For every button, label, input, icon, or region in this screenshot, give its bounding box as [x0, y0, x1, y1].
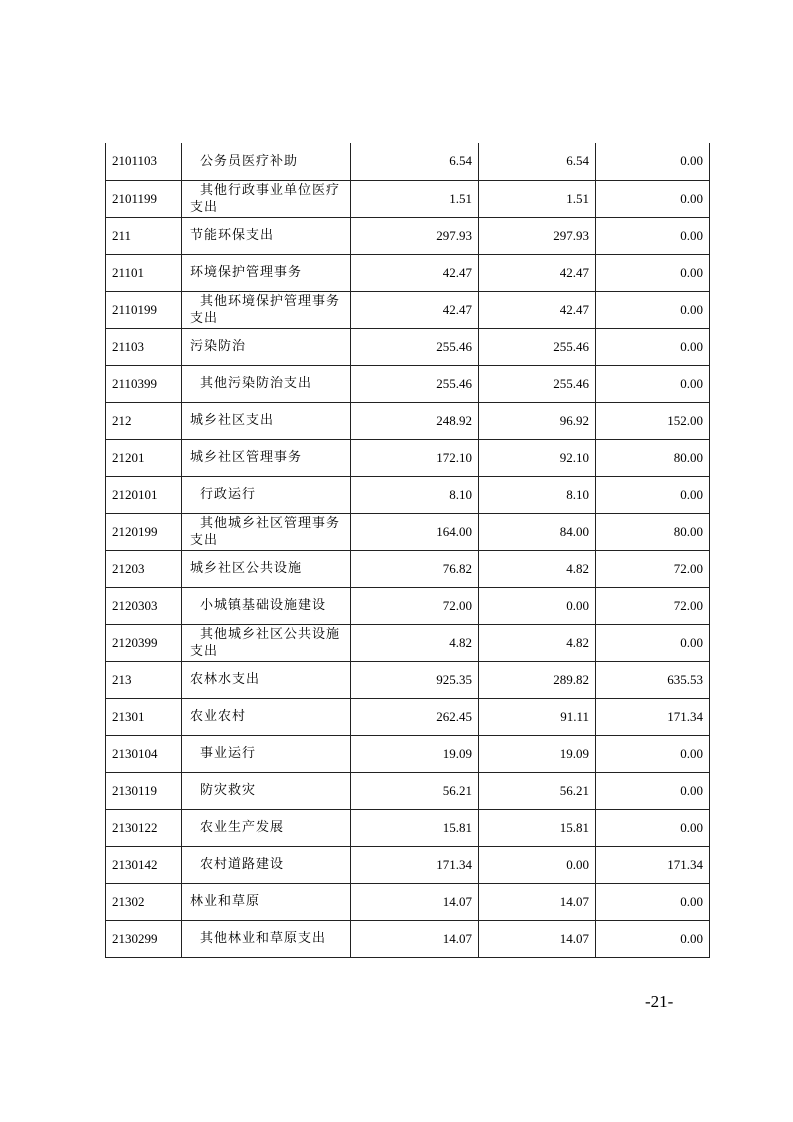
table-row	[106, 920, 710, 957]
table-row	[106, 143, 710, 180]
total-amount-cell: 164.00	[351, 513, 479, 550]
basic-expenditure-cell: 56.21	[479, 772, 596, 809]
project-expenditure-cell: 0.00	[596, 920, 710, 957]
total-amount-cell: 4.82	[351, 624, 479, 661]
subject-code-cell: 2130104	[106, 735, 182, 772]
subject-code-cell: 213	[106, 661, 182, 698]
subject-code-cell: 2110199	[106, 291, 182, 328]
page-number: -21-	[645, 992, 674, 1011]
basic-expenditure-cell: 19.09	[479, 735, 596, 772]
project-expenditure-cell: 171.34	[596, 846, 710, 883]
table-row	[106, 513, 710, 550]
total-amount-cell: 8.10	[351, 476, 479, 513]
table-row	[106, 846, 710, 883]
total-amount-cell: 172.10	[351, 439, 479, 476]
subject-code-cell: 21201	[106, 439, 182, 476]
project-expenditure-cell: 0.00	[596, 328, 710, 365]
table-row	[106, 624, 710, 661]
project-expenditure-cell: 0.00	[596, 809, 710, 846]
subject-code-cell: 2101199	[106, 180, 182, 217]
table-row	[106, 402, 710, 439]
subject-name-cell: 污染防治	[182, 328, 351, 365]
subject-code-cell: 21203	[106, 550, 182, 587]
table-row	[106, 476, 710, 513]
total-amount-cell: 76.82	[351, 550, 479, 587]
table-row	[106, 809, 710, 846]
subject-code-cell: 211	[106, 217, 182, 254]
subject-name-cell: 农业农村	[182, 698, 351, 735]
subject-name-cell: 农业生产发展	[182, 809, 351, 846]
subject-code-cell: 2120101	[106, 476, 182, 513]
subject-code-cell: 21103	[106, 328, 182, 365]
project-expenditure-cell: 0.00	[596, 291, 710, 328]
basic-expenditure-cell: 42.47	[479, 254, 596, 291]
project-expenditure-cell: 635.53	[596, 661, 710, 698]
basic-expenditure-cell: 92.10	[479, 439, 596, 476]
basic-expenditure-cell: 255.46	[479, 328, 596, 365]
subject-code-cell: 2101103	[106, 143, 182, 180]
total-amount-cell: 297.93	[351, 217, 479, 254]
total-amount-cell: 15.81	[351, 809, 479, 846]
table-row	[106, 661, 710, 698]
basic-expenditure-cell: 91.11	[479, 698, 596, 735]
total-amount-cell: 255.46	[351, 328, 479, 365]
subject-code-cell: 212	[106, 402, 182, 439]
basic-expenditure-cell: 8.10	[479, 476, 596, 513]
subject-code-cell: 21302	[106, 883, 182, 920]
basic-expenditure-cell: 0.00	[479, 846, 596, 883]
table-row	[106, 772, 710, 809]
subject-code-cell: 2110399	[106, 365, 182, 402]
table-row	[106, 698, 710, 735]
subject-name-cell: 事业运行	[182, 735, 351, 772]
basic-expenditure-cell: 6.54	[479, 143, 596, 180]
subject-name-cell: 林业和草原	[182, 883, 351, 920]
subject-code-cell: 21301	[106, 698, 182, 735]
subject-name-cell: 城乡社区公共设施	[182, 550, 351, 587]
project-expenditure-cell: 72.00	[596, 550, 710, 587]
total-amount-cell: 19.09	[351, 735, 479, 772]
table-row	[106, 587, 710, 624]
table-row	[106, 439, 710, 476]
project-expenditure-cell: 0.00	[596, 735, 710, 772]
subject-code-cell: 2130119	[106, 772, 182, 809]
table-row	[106, 291, 710, 328]
table-row	[106, 254, 710, 291]
table-row	[106, 550, 710, 587]
project-expenditure-cell: 0.00	[596, 217, 710, 254]
basic-expenditure-cell: 84.00	[479, 513, 596, 550]
subject-name-cell: 防灾救灾	[182, 772, 351, 809]
table-row	[106, 180, 710, 217]
subject-code-cell: 2120199	[106, 513, 182, 550]
total-amount-cell: 248.92	[351, 402, 479, 439]
basic-expenditure-cell: 0.00	[479, 587, 596, 624]
total-amount-cell: 56.21	[351, 772, 479, 809]
subject-name-cell: 公务员医疗补助	[182, 143, 351, 180]
total-amount-cell: 72.00	[351, 587, 479, 624]
project-expenditure-cell: 152.00	[596, 402, 710, 439]
subject-code-cell: 2130299	[106, 920, 182, 957]
total-amount-cell: 14.07	[351, 920, 479, 957]
basic-expenditure-cell: 96.92	[479, 402, 596, 439]
subject-name-cell: 其他行政事业单位医疗支出	[182, 180, 351, 217]
subject-name-cell: 其他林业和草原支出	[182, 920, 351, 957]
subject-name-cell: 农林水支出	[182, 661, 351, 698]
basic-expenditure-cell: 255.46	[479, 365, 596, 402]
subject-name-cell: 其他环境保护管理事务支出	[182, 291, 351, 328]
basic-expenditure-cell: 297.93	[479, 217, 596, 254]
project-expenditure-cell: 0.00	[596, 143, 710, 180]
basic-expenditure-cell: 15.81	[479, 809, 596, 846]
basic-expenditure-cell: 289.82	[479, 661, 596, 698]
subject-name-cell: 城乡社区管理事务	[182, 439, 351, 476]
subject-name-cell: 其他城乡社区管理事务支出	[182, 513, 351, 550]
basic-expenditure-cell: 4.82	[479, 624, 596, 661]
subject-name-cell: 行政运行	[182, 476, 351, 513]
total-amount-cell: 925.35	[351, 661, 479, 698]
subject-name-cell: 小城镇基础设施建设	[182, 587, 351, 624]
project-expenditure-cell: 0.00	[596, 772, 710, 809]
subject-name-cell: 其他污染防治支出	[182, 365, 351, 402]
subject-name-cell: 农村道路建设	[182, 846, 351, 883]
project-expenditure-cell: 0.00	[596, 180, 710, 217]
total-amount-cell: 6.54	[351, 143, 479, 180]
total-amount-cell: 171.34	[351, 846, 479, 883]
project-expenditure-cell: 80.00	[596, 513, 710, 550]
subject-name-cell: 城乡社区支出	[182, 402, 351, 439]
project-expenditure-cell: 0.00	[596, 254, 710, 291]
subject-code-cell: 2130122	[106, 809, 182, 846]
project-expenditure-cell: 171.34	[596, 698, 710, 735]
subject-code-cell: 2130142	[106, 846, 182, 883]
basic-expenditure-cell: 14.07	[479, 883, 596, 920]
basic-expenditure-cell: 42.47	[479, 291, 596, 328]
subject-code-cell: 21101	[106, 254, 182, 291]
basic-expenditure-cell: 14.07	[479, 920, 596, 957]
subject-name-cell: 其他城乡社区公共设施支出	[182, 624, 351, 661]
total-amount-cell: 14.07	[351, 883, 479, 920]
total-amount-cell: 42.47	[351, 291, 479, 328]
table-row	[106, 735, 710, 772]
project-expenditure-cell: 0.00	[596, 476, 710, 513]
project-expenditure-cell: 80.00	[596, 439, 710, 476]
subject-name-cell: 节能环保支出	[182, 217, 351, 254]
project-expenditure-cell: 72.00	[596, 587, 710, 624]
subject-name-cell: 环境保护管理事务	[182, 254, 351, 291]
project-expenditure-cell: 0.00	[596, 883, 710, 920]
table-row	[106, 328, 710, 365]
table-row	[106, 883, 710, 920]
table-row	[106, 365, 710, 402]
basic-expenditure-cell: 4.82	[479, 550, 596, 587]
subject-code-cell: 2120399	[106, 624, 182, 661]
budget-expenditure-table	[105, 143, 710, 958]
project-expenditure-cell: 0.00	[596, 624, 710, 661]
total-amount-cell: 1.51	[351, 180, 479, 217]
total-amount-cell: 255.46	[351, 365, 479, 402]
basic-expenditure-cell: 1.51	[479, 180, 596, 217]
table-body	[106, 143, 710, 957]
project-expenditure-cell: 0.00	[596, 365, 710, 402]
table-row	[106, 217, 710, 254]
total-amount-cell: 262.45	[351, 698, 479, 735]
subject-code-cell: 2120303	[106, 587, 182, 624]
total-amount-cell: 42.47	[351, 254, 479, 291]
